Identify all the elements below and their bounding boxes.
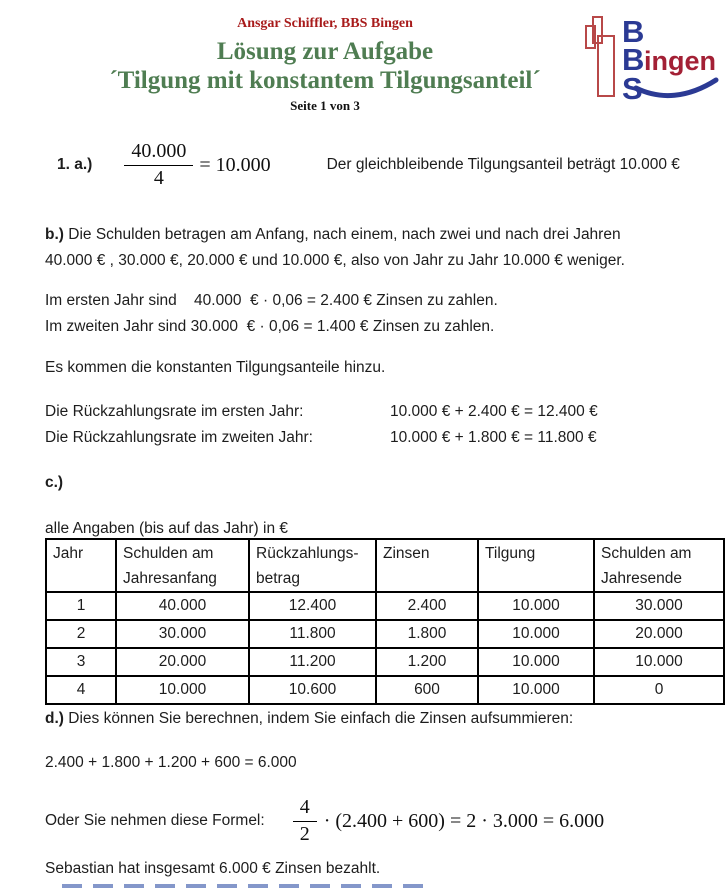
interest-sum-formula: 2.400 + 1.800 + 1.200 + 600 = 6.000 — [45, 754, 297, 771]
document-title: Lösung zur Aufgabe — [216, 38, 434, 65]
section-d-line — [45, 706, 573, 732]
document-header — [0, 16, 650, 114]
table-row — [46, 620, 724, 648]
table-cell: 10.000 — [478, 648, 594, 676]
svg-text:ingen: ingen — [644, 46, 716, 76]
alternative-formula-line — [45, 790, 604, 852]
bbs-bingen-logo — [578, 12, 720, 107]
interest-lines — [45, 288, 498, 340]
table-cell: 10.000 — [478, 676, 594, 704]
table-cell: 4 — [46, 676, 116, 704]
formula-rest: · (2.400 + 600) = 2 · 3.000 = 6.000 — [323, 809, 605, 832]
table-cell: 30.000 — [594, 592, 724, 620]
svg-text:S: S — [622, 71, 643, 106]
table-header-rueckzahlung: Rückzahlungs- betrag — [249, 539, 376, 592]
rate-1-label: Die Rückzahlungsrate im ersten Jahr: — [45, 403, 304, 420]
conclusion-line: Sebastian hat insgesamt 6.000 € Zinsen bezahlt. — [45, 860, 381, 877]
rate-line-2 — [45, 425, 598, 451]
table-cell: 11.800 — [249, 620, 376, 648]
table-cell: 2.400 — [376, 592, 478, 620]
amortization-table — [45, 538, 725, 705]
section-d-label: d.) — [45, 710, 64, 727]
svg-text:B: B — [622, 42, 645, 77]
table-header-jahr: Jahr — [46, 539, 116, 592]
table-cell: 10.000 — [116, 676, 249, 704]
section-b-line2: 40.000 € , 30.000 €, 20.000 € und 10.000 €, also von Jahr zu Jahr 10.000 € weniger. — [45, 252, 625, 269]
table-cell: 10.000 — [478, 592, 594, 620]
section-b-label: b.) — [45, 226, 64, 243]
table-cell: 20.000 — [594, 620, 724, 648]
page-number: Seite 1 von 3 — [290, 98, 360, 113]
repayment-rates — [45, 399, 598, 451]
section-d-text: Dies können Sie berechnen, indem Sie einfach die Zinsen aufsummieren: — [68, 710, 574, 727]
svg-text:B: B — [622, 14, 645, 49]
formula-intro: Oder Sie nehmen diese Formel: — [45, 812, 265, 829]
formula-fraction-numerator: 4 — [299, 796, 310, 818]
interest-line-1: Im ersten Jahr sind 40.000 € · 0,06 = 2.400 € Zinsen zu zahlen. — [45, 292, 498, 309]
fraction-a — [124, 140, 193, 190]
table-header-tilgung: Tilgung — [478, 539, 594, 592]
rate-line-1 — [45, 399, 598, 425]
fraction-a-numerator: 40.000 — [131, 140, 187, 162]
table-cell: 20.000 — [116, 648, 249, 676]
bbs-logo-graphic — [578, 12, 720, 107]
document-subtitle: ´Tilgung mit konstantem Tilgungsanteil´ — [109, 67, 541, 94]
fraction-a-denominator: 4 — [124, 165, 193, 190]
table-cell: 10.000 — [594, 648, 724, 676]
fraction-a-result: = 10.000 — [199, 153, 271, 176]
interest-line-2: Im zweiten Jahr sind 30.000 € · 0,06 = 1.400 € Zinsen zu zahlen. — [45, 318, 495, 335]
clipped-footer-line — [62, 884, 430, 888]
table-cell: 2 — [46, 620, 116, 648]
tilgung-note: Es kommen die konstanten Tilgungsanteile hinzu. — [45, 359, 386, 376]
section-a-label: 1. a.) — [57, 156, 93, 173]
table-cell: 0 — [594, 676, 724, 704]
table-cell: 600 — [376, 676, 478, 704]
table-cell: 30.000 — [116, 620, 249, 648]
table-cell: 11.200 — [249, 648, 376, 676]
rate-2-value: 10.000 € + 1.800 € = 11.800 € — [390, 429, 597, 446]
table-cell: 10.600 — [249, 676, 376, 704]
table-header-schulden-anfang: Schulden am Jahresanfang — [116, 539, 249, 592]
author-line: Ansgar Schiffler, BBS Bingen — [237, 16, 413, 31]
table-row — [46, 592, 724, 620]
section-b-paragraph — [45, 222, 625, 274]
formula-fraction — [293, 796, 317, 846]
section-c-label: c.) — [45, 474, 64, 491]
table-cell: 1.200 — [376, 648, 478, 676]
table-cell: 3 — [46, 648, 116, 676]
table-row — [46, 676, 724, 704]
rate-2-label: Die Rückzahlungsrate im zweiten Jahr: — [45, 429, 313, 446]
table-header-schulden-ende: Schulden am Jahresende — [594, 539, 724, 592]
table-cell: 1 — [46, 592, 116, 620]
table-cell: 10.000 — [478, 620, 594, 648]
table-cell: 40.000 — [116, 592, 249, 620]
section-a-text: Der gleichbleibende Tilgungsanteil beträgt 10.000 € — [326, 156, 680, 173]
formula-fraction-denominator: 2 — [293, 821, 317, 846]
table-caption: alle Angaben (bis auf das Jahr) in € — [45, 520, 288, 537]
table-cell: 12.400 — [249, 592, 376, 620]
table-header-zinsen: Zinsen — [376, 539, 478, 592]
table-header-row — [46, 539, 724, 592]
section-b-line1: b.) Die Schulden betragen am Anfang, nach einem, nach zwei und nach drei Jahren — [45, 226, 621, 243]
table-row — [46, 648, 724, 676]
section-a — [57, 140, 680, 190]
rate-1-value: 10.000 € + 2.400 € = 12.400 € — [390, 403, 598, 420]
table-cell: 1.800 — [376, 620, 478, 648]
